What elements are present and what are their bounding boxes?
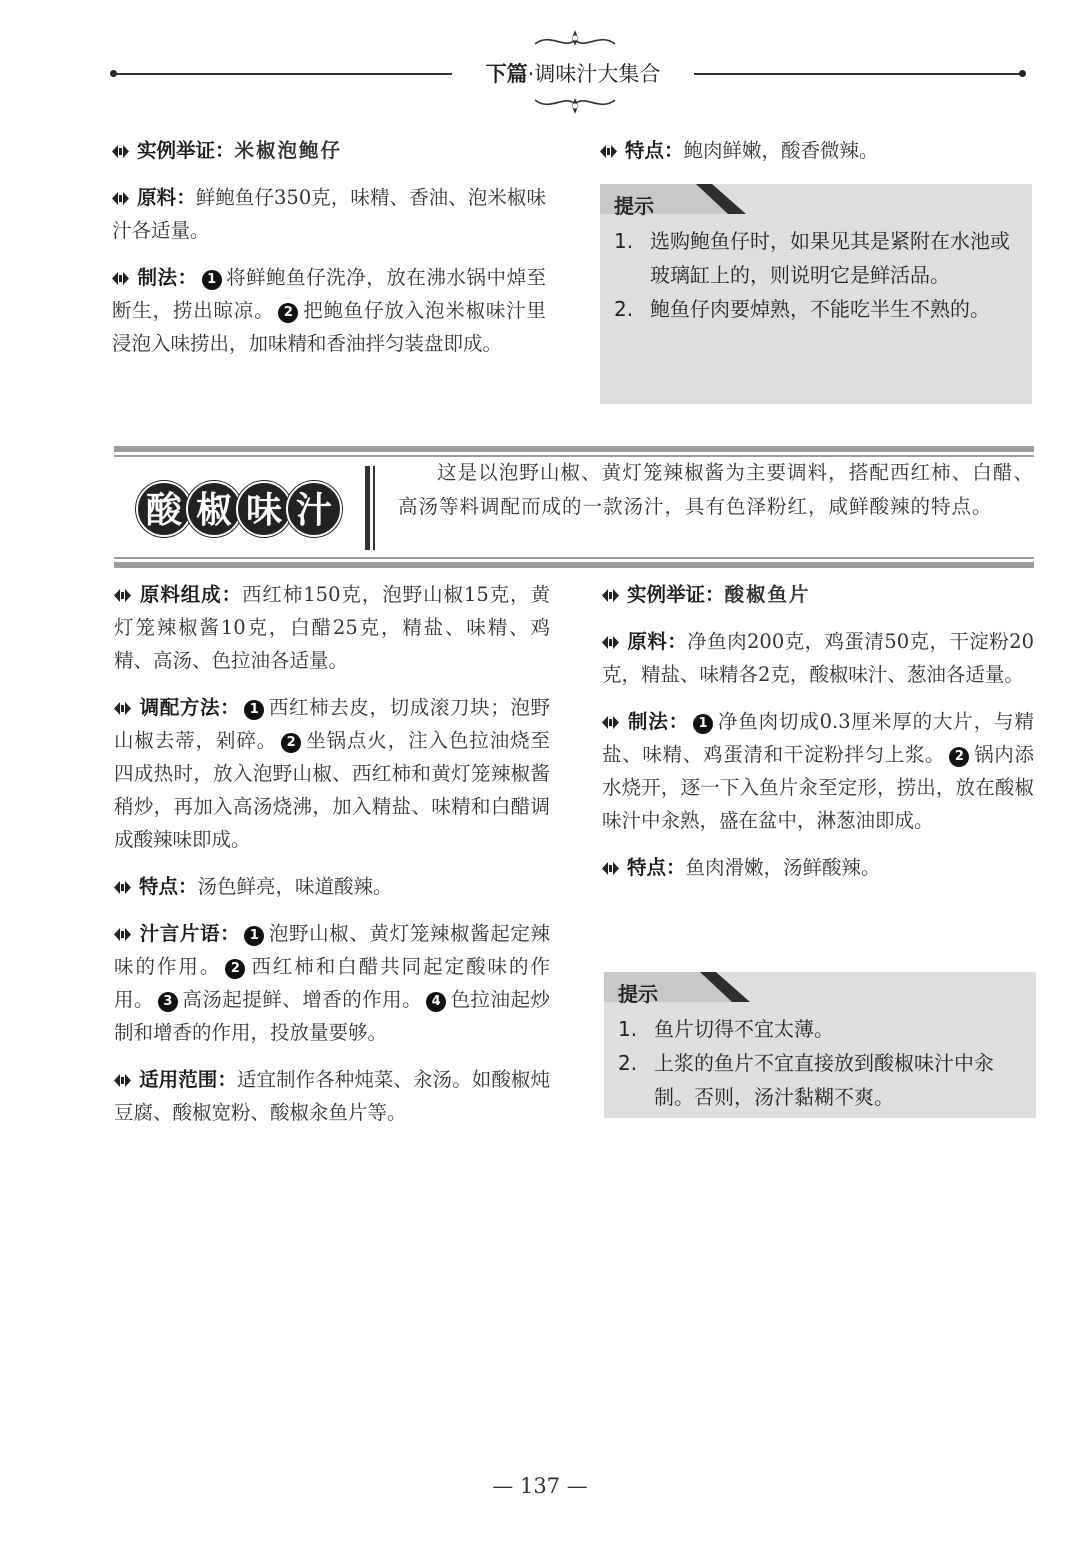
recipe-paragraph — [602, 578, 1034, 611]
tip-title: 提示 — [614, 194, 654, 218]
paragraph-text: 西红柿150克，泡野山椒15克，黄灯笼辣椒酱10克，白醋25克，精盐、味精、鸡精、高汤、色拉油各适量。 — [114, 583, 550, 672]
paragraph-text: 适宜制作各种炖菜、汆汤。如酸椒炖豆腐、酸椒宽粉、酸椒汆鱼片等。 — [114, 1068, 550, 1124]
header-line-left — [112, 73, 452, 75]
step-marker: 2 — [225, 959, 245, 979]
paragraph-label: 制法： — [137, 266, 198, 289]
step-text: 坐锅点火，注入色拉油烧至四成热时，放入泡野山椒、西红柿和黄灯笼辣椒酱稍炒，再加入高汤烧沸，加入精盐、味精和白醋调成酸辣味即成。 — [114, 729, 550, 851]
header-line-right — [694, 73, 1024, 75]
recipe-paragraph — [112, 261, 546, 360]
recipe-paragraph — [602, 625, 1034, 691]
tip-list — [614, 224, 1018, 326]
tip-text: 鲍鱼仔肉要焯熟，不能吃半生不熟的。 — [650, 297, 990, 321]
tip-item — [614, 224, 1018, 292]
tip-item — [618, 1012, 1022, 1046]
paragraph-label: 原料： — [137, 186, 196, 209]
tip-number: 2. — [614, 297, 634, 321]
step-text: 把鲍鱼仔放入泡米椒味汁里浸泡入味捞出，加味精和香油拌匀装盘即成。 — [112, 299, 546, 355]
step-marker: 1 — [244, 700, 264, 720]
paragraph-label: 实例举证： — [627, 583, 725, 606]
tip-text: 选购鲍鱼仔时，如果见其是紧附在水池或玻璃缸上的，则说明它是鲜活品。 — [650, 229, 1010, 287]
step-text: 锅内添水烧开，逐一下入鱼片汆至定形，捞出，放在酸椒味汁中汆熟，盛在盆中，淋葱油即成。 — [602, 743, 1034, 832]
step-marker: 2 — [949, 747, 969, 767]
page-number: — 137 — — [492, 1474, 588, 1498]
step-marker: 1 — [244, 926, 264, 946]
recipe-paragraph — [602, 705, 1034, 837]
banner-rule-bottom — [114, 562, 1034, 568]
banner-rule-bottom-thin — [114, 557, 1034, 559]
step-marker: 1 — [202, 270, 222, 290]
tip-number: 2. — [618, 1051, 638, 1075]
bottom-right-column — [602, 578, 1034, 898]
step-text: 高汤起提鲜、增香的作用。 — [181, 988, 423, 1011]
diamond-bullet-icon — [112, 145, 129, 158]
paragraph-label: 汁言片语： — [139, 922, 241, 945]
step-text: 净鱼肉切成0.3厘米厚的大片，与精盐、味精、鸡蛋清和干淀粉拌匀上浆。 — [602, 710, 1034, 766]
step-marker: 2 — [281, 733, 301, 753]
paragraph-text: 鱼肉滑嫩，汤鲜酸辣。 — [685, 856, 881, 879]
top-left-column — [112, 134, 546, 374]
tip-number: 1. — [618, 1017, 638, 1041]
diamond-bullet-icon — [602, 716, 619, 729]
paragraph-text: 鲜鲍鱼仔350克，味精、香油、泡米椒味汁各适量。 — [112, 186, 546, 242]
tip-item — [614, 292, 1018, 326]
tip-box-top — [600, 184, 1032, 404]
diamond-bullet-icon — [602, 589, 619, 602]
tip-text: 上浆的鱼片不宜直接放到酸椒味汁中汆制。否则，汤汁黏糊不爽。 — [654, 1051, 994, 1109]
diamond-bullet-icon — [114, 928, 131, 941]
paragraph-label: 实例举证： — [137, 139, 235, 162]
diamond-bullet-icon — [602, 862, 619, 875]
paragraph-label: 调配方法： — [139, 696, 241, 719]
banner-char: 椒 — [186, 481, 242, 537]
ornament-bottom-icon — [530, 92, 620, 116]
tip-text: 鱼片切得不宜太薄。 — [654, 1017, 834, 1041]
banner-char: 汁 — [286, 481, 342, 537]
recipe-paragraph — [112, 181, 546, 247]
ornament-top-icon — [530, 28, 620, 52]
banner-divider-thin — [373, 466, 375, 550]
step-text: 西红柿去皮，切成滚刀块；泡野山椒去蒂，剁碎。 — [114, 696, 550, 752]
diamond-bullet-icon — [602, 636, 619, 649]
diamond-bullet-icon — [112, 272, 129, 285]
step-text: 西红柿和白醋共同起定酸味的作用。 — [114, 955, 550, 1011]
banner-divider — [365, 466, 370, 550]
recipe-title: 米椒泡鲍仔 — [234, 139, 343, 162]
bottom-left-column — [114, 578, 550, 1143]
recipe-paragraph — [114, 691, 550, 856]
recipe-paragraph — [114, 870, 550, 903]
recipe-title: 酸椒鱼片 — [724, 583, 811, 606]
banner-badge — [136, 481, 346, 537]
tip-item — [618, 1046, 1022, 1114]
recipe-paragraph — [114, 1063, 550, 1129]
paragraph-label: 适用范围： — [139, 1068, 237, 1091]
recipe-paragraph — [114, 917, 550, 1049]
banner-rule-top — [114, 446, 1034, 452]
banner-description: 这是以泡野山椒、黄灯笼辣椒酱为主要调料，搭配西红柿、白醋、高汤等料调配而成的一款汤汁，具有色泽粉红，咸鲜酸辣的特点。 — [398, 461, 1034, 518]
diamond-bullet-icon — [114, 1074, 131, 1087]
step-text: 色拉油起炒制和增香的作用，投放量要够。 — [114, 988, 550, 1044]
diamond-bullet-icon — [112, 192, 129, 205]
top-right-column — [600, 134, 1032, 181]
paragraph-text: 汤色鲜亮，味道酸辣。 — [197, 875, 393, 898]
step-marker: 1 — [693, 714, 713, 734]
step-marker: 3 — [158, 992, 178, 1012]
tip-list — [618, 1012, 1022, 1114]
paragraph-text: 净鱼肉200克，鸡蛋清50克，干淀粉20克，精盐、味精各2克，酸椒味汁、葱油各适量。 — [602, 630, 1034, 686]
banner-char: 酸 — [136, 481, 192, 537]
paragraph-label: 特点： — [139, 875, 198, 898]
page-header — [112, 28, 1024, 120]
diamond-bullet-icon — [114, 702, 131, 715]
step-marker: 2 — [278, 303, 298, 323]
recipe-paragraph — [114, 578, 550, 677]
banner-char: 味 — [236, 481, 292, 537]
paragraph-label: 特点： — [627, 856, 686, 879]
tip-title: 提示 — [618, 982, 658, 1006]
step-text: 泡野山椒、黄灯笼辣椒酱起定辣味的作用。 — [114, 922, 550, 978]
step-text: 将鲜鲍鱼仔洗净，放在沸水锅中焯至断生，捞出晾凉。 — [112, 266, 546, 322]
tip-box-bottom — [604, 972, 1036, 1118]
paragraph-label: 制法： — [627, 710, 689, 733]
tip-number: 1. — [614, 229, 634, 253]
step-marker: 4 — [426, 992, 446, 1012]
feature-paragraph: 特点：鲍肉鲜嫩，酸香微辣。 — [600, 134, 1032, 167]
diamond-bullet-icon — [114, 589, 131, 602]
paragraph-label: 原料组成： — [139, 583, 243, 606]
header-title: 下篇·调味汁大集合 — [485, 62, 661, 86]
recipe-paragraph — [602, 851, 1034, 884]
paragraph-label: 原料： — [627, 630, 688, 653]
diamond-bullet-icon — [114, 881, 131, 894]
header-dot-right — [1019, 70, 1026, 77]
diamond-bullet-icon — [600, 145, 617, 158]
recipe-paragraph — [112, 134, 546, 167]
